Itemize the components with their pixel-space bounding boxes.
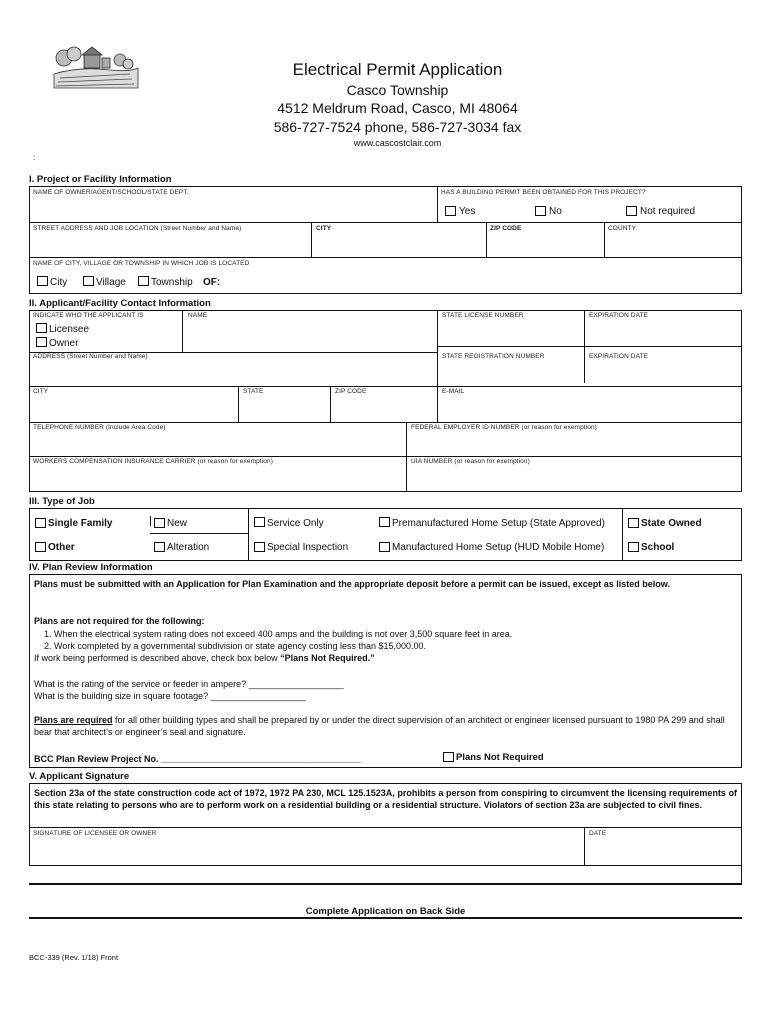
section-3-title: III. Type of Job <box>29 496 95 507</box>
project-city-field[interactable] <box>316 234 482 255</box>
muni-city-checkbox[interactable] <box>37 276 48 286</box>
plans-not-required-checkbox[interactable] <box>443 752 454 762</box>
alteration-checkbox[interactable] <box>154 542 165 552</box>
applicant-name-label: NAME <box>188 312 208 319</box>
permit-no-checkbox[interactable] <box>535 206 546 216</box>
license-expiration-label: EXPIRATION DATE <box>589 312 649 319</box>
licensee-label: Licensee <box>49 324 90 335</box>
plans-not-required-label: Plans Not Required <box>456 752 544 763</box>
section-5-title: V. Applicant Signature <box>29 771 130 782</box>
fein-field[interactable] <box>411 434 738 454</box>
single-family-checkbox[interactable] <box>35 518 46 528</box>
owner-name-field[interactable] <box>33 198 433 220</box>
complete-back-side-note: Complete Application on Back Side <box>305 906 466 917</box>
workers-comp-field[interactable] <box>33 468 403 490</box>
applicant-address-field[interactable] <box>33 362 433 384</box>
applicant-type-label: INDICATE WHO THE APPLICANT IS <box>33 312 144 319</box>
registration-expiration-label: EXPIRATION DATE <box>589 353 649 360</box>
applicant-name-field[interactable] <box>188 322 433 348</box>
plans-not-required-quote: “Plans Not Required.” <box>280 653 375 663</box>
applicant-zip-field[interactable] <box>335 398 433 420</box>
muni-city-label: City <box>50 277 68 288</box>
county-field[interactable] <box>608 234 738 255</box>
municipality-label: NAME OF CITY, VILLAGE OR TOWNSHIP IN WHICH JOB IS LOCATED <box>33 260 250 267</box>
state-registration-field[interactable] <box>442 362 580 384</box>
applicant-city-field[interactable] <box>33 398 233 420</box>
telephone-field[interactable] <box>33 434 403 454</box>
plans-submission-note: Plans must be submitted with an Application for Plan Examination and the appropriate deposit before a permit can be issued, except as listed below. <box>34 579 670 589</box>
date-field[interactable] <box>589 840 737 864</box>
school-checkbox[interactable] <box>628 542 639 552</box>
single-family-label: Single Family <box>48 518 113 529</box>
permit-not-required-checkbox[interactable] <box>626 206 637 216</box>
section-4-box <box>29 574 742 768</box>
plans-required-text: for all other building types and shall be prepared by or under the direct supervision of an architect or engineer licensed pursuant to 1980 PA 299 and shall bear that architect’s or engineer’s seal and signature. <box>34 715 725 737</box>
applicant-city-label: CITY <box>33 388 49 395</box>
signature-field[interactable] <box>33 840 579 864</box>
registration-expiration-field[interactable] <box>589 362 737 384</box>
special-inspection-label: Special Inspection <box>267 542 349 553</box>
street-address-field[interactable] <box>33 234 307 255</box>
state-license-field[interactable] <box>442 322 580 344</box>
new-checkbox[interactable] <box>154 518 165 528</box>
owner-name-label: NAME OF OWNER/AGENT/SCHOOL/STATE DEPT. <box>33 189 189 196</box>
exemption-item-2: 2. Work completed by a governmental subdivision or state agency costing less than $15,000.00. <box>44 641 427 651</box>
permit-no-label: No <box>549 206 562 217</box>
township-address: 4512 Meldrum Road, Casco, MI 48064 <box>277 100 518 116</box>
fein-label: FEDERAL EMPLOYER ID NUMBER (or reason for exemption) <box>411 424 597 431</box>
manufactured-checkbox[interactable] <box>379 542 390 552</box>
alteration-label: Alteration <box>167 542 210 553</box>
premanufactured-label: Premanufactured Home Setup (State Approved) <box>392 518 605 529</box>
email-field[interactable] <box>442 398 737 420</box>
owner-label: Owner <box>49 338 79 349</box>
building-permit-question: HAS A BUILDING PERMIT BEEN OBTAINED FOR THIS PROJECT? <box>441 189 646 196</box>
state-owned-label: State Owned <box>641 518 702 529</box>
plans-required-note <box>34 714 737 738</box>
if-work-note <box>34 652 375 664</box>
applicant-state-label: STATE <box>243 388 264 395</box>
exemption-item-1: 1. When the electrical system rating does not exceed 400 amps and the building is not over 3,500 square feet in area. <box>44 629 513 639</box>
permit-yes-label: Yes <box>459 206 476 217</box>
other-label: Other <box>48 542 75 553</box>
muni-township-label: Township <box>151 277 193 288</box>
plans-required-lead: Plans are required <box>34 715 113 725</box>
special-inspection-checkbox[interactable] <box>254 542 265 552</box>
bcc-project-number[interactable]: BCC Plan Review Project No. ________________________________________ <box>34 754 362 764</box>
township-website: www.cascostclair.com <box>353 138 442 148</box>
telephone-label: TELEPHONE NUMBER (Include Area Code) <box>33 424 166 431</box>
service-rating-question[interactable]: What is the rating of the service or feeder in ampere? ___________________ <box>34 679 344 689</box>
permit-yes-checkbox[interactable] <box>445 206 456 216</box>
if-work-text: If work being performed is described above, check box below <box>34 653 278 663</box>
page-title: Electrical Permit Application <box>292 60 503 79</box>
applicant-state-field[interactable] <box>243 398 326 420</box>
project-city-label: CITY <box>316 225 332 232</box>
township-name: Casco Township <box>346 82 449 98</box>
other-checkbox[interactable] <box>35 542 46 552</box>
section-2-title: II. Applicant/Facility Contact Information <box>29 298 211 309</box>
signature-label: SIGNATURE OF LICENSEE OR OWNER <box>33 830 157 837</box>
muni-township-checkbox[interactable] <box>138 276 149 286</box>
municipality-of-label: OF: <box>203 277 221 288</box>
section-23a-warning: Section 23a of the state construction code act of 1972, 1972 PA 230, MCL 125.1523A, prohibits a person from conspiring to circumvent the licensing requirements of this state relating to persons who are to perform work on a residential building or a residential structure. Violators of section 23a are subjected to civil fines. <box>34 788 737 810</box>
section-1-title: I. Project or Facility Information <box>29 174 172 185</box>
street-address-label: STREET ADDRESS AND JOB LOCATION (Street Number and Name) <box>33 225 242 232</box>
date-label: DATE <box>589 830 607 837</box>
applicant-zip-label: ZIP CODE <box>335 388 367 395</box>
township-phone: 586-727-7524 phone, 586-727-3034 fax <box>273 119 522 135</box>
permit-not-required-label: Not required <box>640 206 696 217</box>
project-zip-field[interactable] <box>490 234 600 255</box>
state-owned-checkbox[interactable] <box>628 518 639 528</box>
school-label: School <box>641 542 675 553</box>
form-id: BCC-339 (Rev. 1/18) Front <box>29 953 119 962</box>
section-4-title: IV. Plan Review Information <box>29 562 153 573</box>
manufactured-label: Manufactured Home Setup (HUD Mobile Home) <box>392 542 605 553</box>
municipality-field[interactable] <box>230 272 735 290</box>
section-5-rule <box>29 883 742 885</box>
township-logo <box>50 44 140 90</box>
project-zip-label: ZIP CODE <box>490 225 522 232</box>
new-label: New <box>167 518 188 529</box>
building-size-question[interactable]: What is the building size in square footage? ___________________ <box>34 691 306 701</box>
uia-field[interactable] <box>411 468 738 490</box>
owner-checkbox[interactable] <box>36 337 47 347</box>
licensee-checkbox[interactable] <box>36 323 47 333</box>
premanufactured-checkbox[interactable] <box>379 517 390 527</box>
muni-village-checkbox[interactable] <box>83 276 94 286</box>
plans-not-required-heading: Plans are not required for the following: <box>34 616 205 626</box>
state-license-label: STATE LICENSE NUMBER <box>442 312 524 319</box>
service-only-checkbox[interactable] <box>254 517 265 527</box>
footer-rule <box>29 917 742 919</box>
muni-village-label: Village <box>96 277 126 288</box>
email-label: E-MAIL <box>442 388 465 395</box>
state-registration-label: STATE REGISTRATION NUMBER <box>442 353 545 360</box>
stray-colon: : <box>33 153 36 162</box>
license-expiration-field[interactable] <box>589 322 737 344</box>
applicant-address-label: ADDRESS (Street Number and Name) <box>33 353 148 360</box>
workers-comp-label: WORKERS COMPENSATION INSURANCE CARRIER (or reason for exemption) <box>33 458 273 465</box>
uia-label: UIA NUMBER (or reason for exemption) <box>411 458 530 465</box>
service-only-label: Service Only <box>267 518 324 529</box>
county-label: COUNTY <box>608 225 637 232</box>
